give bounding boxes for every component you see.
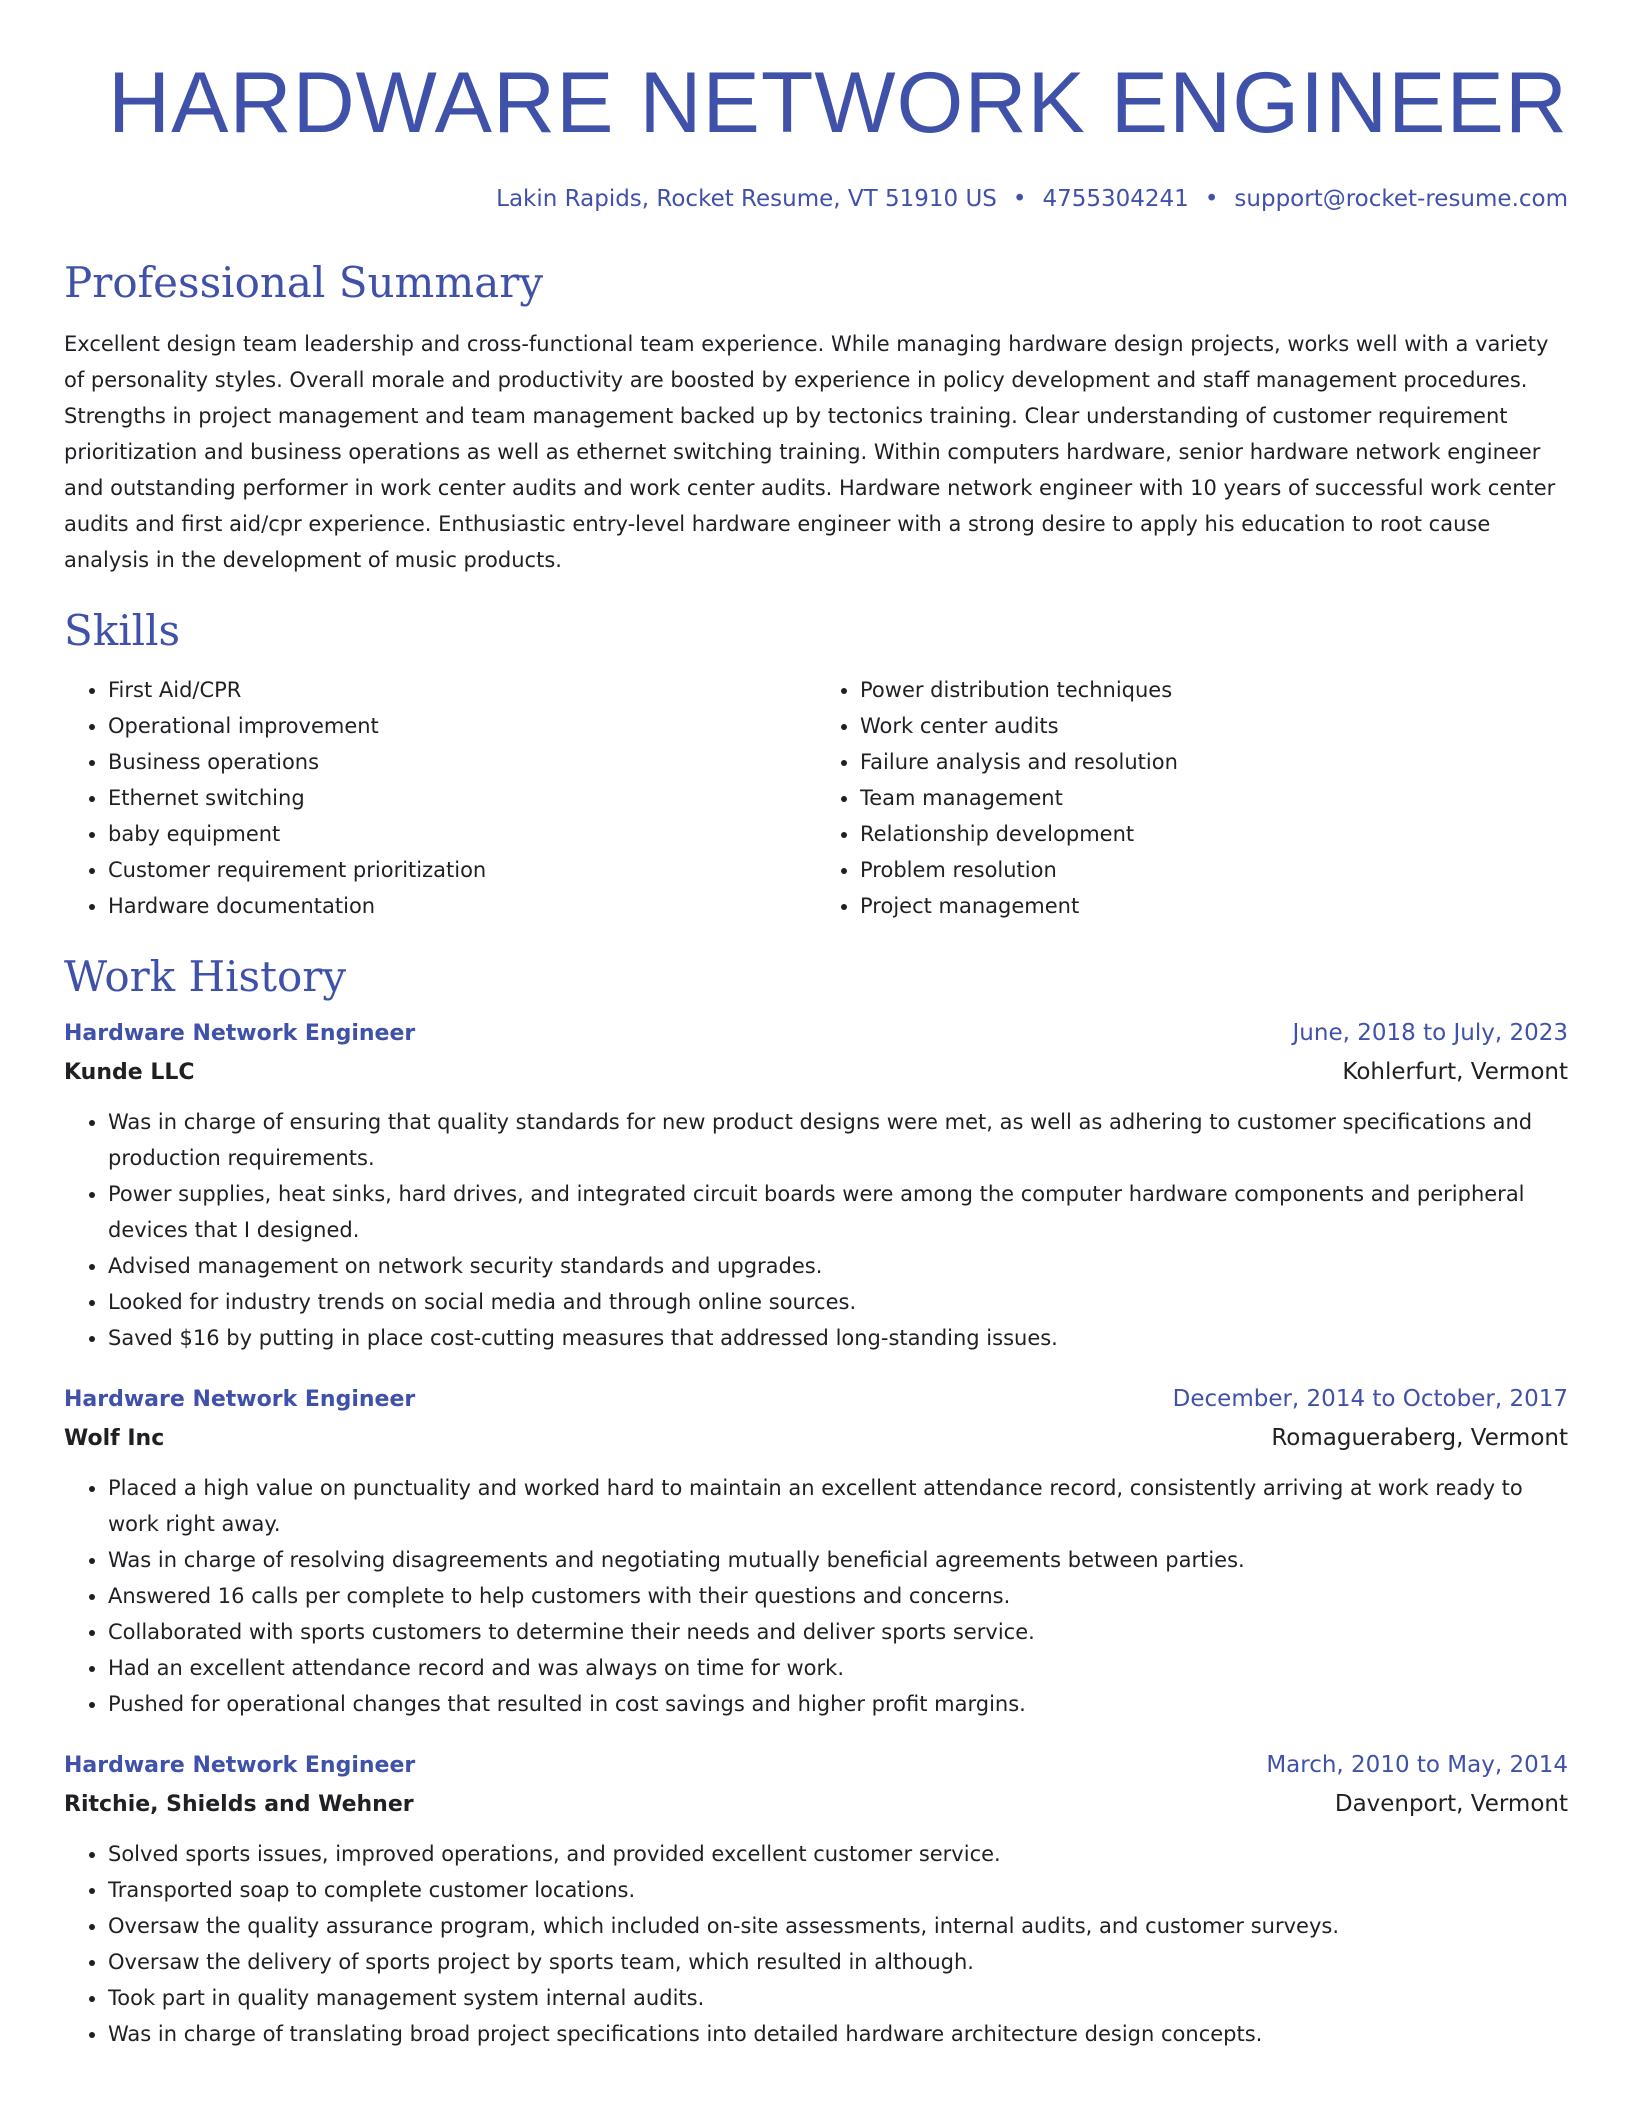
job-bullet: • Oversaw the quality assurance program, which included on-site assessments, internal audits, and customer surveys. (108, 1908, 1568, 1944)
contact-phone: 4755304241 (1042, 186, 1189, 212)
job-header-row (64, 1746, 1568, 1785)
skill-item: • baby equipment (108, 816, 816, 852)
job-bullet: • Collaborated with sports customers to determine their needs and deliver sports service. (108, 1614, 1568, 1650)
summary-paragraph: Excellent design team leadership and cross-functional team experience. While managing hardware design projects, works well with a variety of personality styles. Overall morale and productivity are boosted by experience in policy development and staff management procedures. Strengths in project management and team management backed up by tectonics training. Clear understanding of customer requirement prioritization and business operations as well as ethernet switching training. Within computers hardware, senior hardware network engineer and outstanding performer in work center audits and work center audits. Hardware network engineer with 10 years of successful work center audits and first aid/cpr experience. Enthusiastic entry-level hardware engineer with a strong desire to apply his education to root cause analysis in the development of music products. (64, 332, 1556, 572)
job-bullet: • Took part in quality management system internal audits. (108, 1980, 1568, 2016)
job-company: Wolf Inc (64, 1426, 165, 1451)
job-bullet: • Was in charge of resolving disagreements and negotiating mutually beneficial agreements between parties. (108, 1542, 1568, 1578)
skill-item: • Power distribution techniques (860, 672, 1568, 708)
job-bullets (64, 1104, 1568, 1356)
skills-list-left (64, 672, 816, 924)
job-dates: December, 2014 to October, 2017 (1172, 1386, 1568, 1412)
section-title-skills: Skills (64, 606, 181, 655)
job-header-row (64, 1380, 1568, 1419)
job-dates: June, 2018 to July, 2023 (1292, 1020, 1568, 1046)
job-company-row (64, 1785, 1568, 1824)
section-title-work-history: Work History (64, 952, 347, 1001)
job-bullet: • Power supplies, heat sinks, hard drives, and integrated circuit boards were among the computer hardware components and peripheral devices that I designed. (108, 1176, 1568, 1248)
skill-item: • Hardware documentation (108, 888, 816, 924)
job-location: Kohlerfurt, Vermont (1342, 1059, 1568, 1085)
job-bullet: • Was in charge of ensuring that quality standards for new product designs were met, as well as adhering to customer specifications and production requirements. (108, 1104, 1568, 1176)
skill-item: • Business operations (108, 744, 816, 780)
job-dates: March, 2010 to May, 2014 (1266, 1752, 1568, 1778)
job-bullet: • Was in charge of translating broad project specifications into detailed hardware architecture design concepts. (108, 2016, 1568, 2052)
job-entry (64, 1380, 1568, 1722)
skills-list-right (816, 672, 1568, 924)
skill-item: • Problem resolution (860, 852, 1568, 888)
skill-item: • Relationship development (860, 816, 1568, 852)
job-bullet: • Advised management on network security standards and upgrades. (108, 1248, 1568, 1284)
skill-item: • Ethernet switching (108, 780, 816, 816)
job-title: Hardware Network Engineer (64, 1021, 416, 1046)
job-company-row (64, 1053, 1568, 1092)
job-bullet: • Saved $16 by putting in place cost-cutting measures that addressed long-standing issues. (108, 1320, 1568, 1356)
skill-item: • Failure analysis and resolution (860, 744, 1568, 780)
job-location: Romagueraberg, Vermont (1271, 1425, 1568, 1451)
contact-address: Lakin Rapids, Rocket Resume, VT 51910 US (496, 186, 997, 212)
job-title: Hardware Network Engineer (64, 1753, 416, 1778)
job-bullet: • Placed a high value on punctuality and worked hard to maintain an excellent attendance record, consistently arriving at work ready to work right away. (108, 1470, 1568, 1542)
job-entry (64, 1014, 1568, 1356)
contact-separator: • (1012, 186, 1027, 212)
job-header-row (64, 1014, 1568, 1053)
job-company-row (64, 1419, 1568, 1458)
job-bullet: • Solved sports issues, improved operations, and provided excellent customer service. (108, 1836, 1568, 1872)
skills-columns (64, 672, 1568, 924)
resume-name-heading: HARDWARE NETWORK ENGINEER (108, 55, 1568, 151)
job-bullet: • Had an excellent attendance record and was always on time for work. (108, 1650, 1568, 1686)
skill-item: • Work center audits (860, 708, 1568, 744)
job-location: Davenport, Vermont (1334, 1791, 1568, 1817)
skill-item: • Team management (860, 780, 1568, 816)
job-bullets (64, 1836, 1568, 2052)
job-bullet: • Oversaw the delivery of sports project by sports team, which resulted in although. (108, 1944, 1568, 1980)
job-entry (64, 1746, 1568, 2052)
job-bullet: • Pushed for operational changes that resulted in cost savings and higher profit margins. (108, 1686, 1568, 1722)
job-bullet: • Transported soap to complete customer locations. (108, 1872, 1568, 1908)
job-bullet: • Looked for industry trends on social media and through online sources. (108, 1284, 1568, 1320)
job-bullet: • Answered 16 calls per complete to help customers with their questions and concerns. (108, 1578, 1568, 1614)
skill-item: • Customer requirement prioritization (108, 852, 816, 888)
skill-item: • Operational improvement (108, 708, 816, 744)
contact-separator: • (1204, 186, 1219, 212)
skill-item: • First Aid/CPR (108, 672, 816, 708)
job-bullets (64, 1470, 1568, 1722)
job-company: Ritchie, Shields and Wehner (64, 1792, 414, 1817)
job-title: Hardware Network Engineer (64, 1387, 416, 1412)
section-title-professional-summary: Professional Summary (64, 258, 544, 307)
skill-item: • Project management (860, 888, 1568, 924)
contact-email: support@rocket-resume.com (1234, 186, 1568, 212)
job-company: Kunde LLC (64, 1060, 195, 1085)
contact-line (64, 182, 1568, 216)
